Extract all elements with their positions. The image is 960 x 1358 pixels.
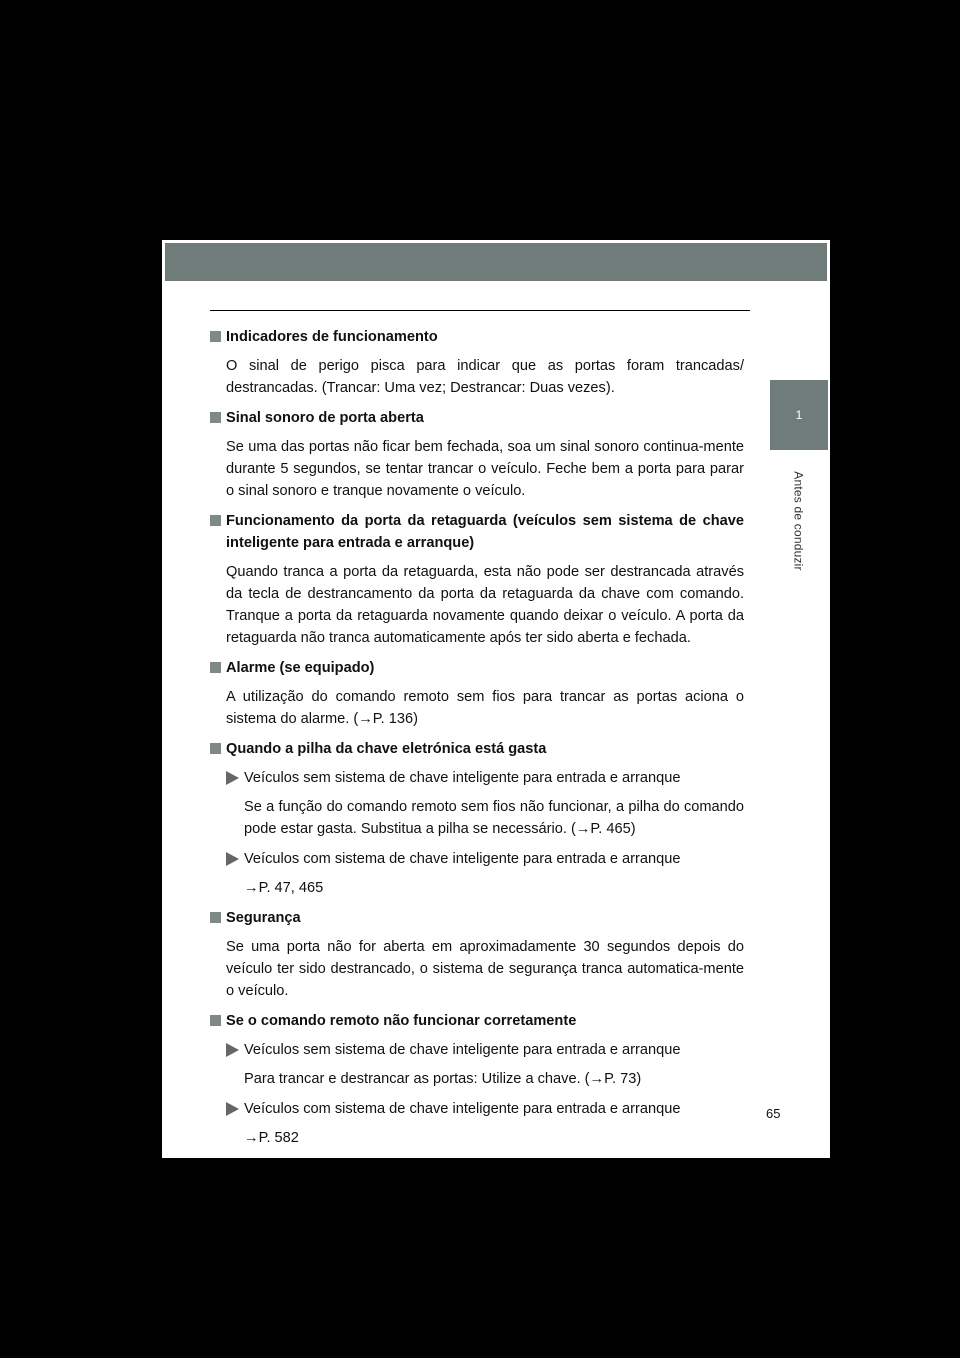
manual-page — [162, 240, 830, 1158]
bullet-item: Veículos sem sistema de chave inteligente para entrada e arranque — [206, 1039, 744, 1061]
chapter-title: Antes de conduzir — [792, 471, 806, 571]
section-text: Se uma porta não for aberta em aproximadamente 30 segundos depois do veículo ter sido destrancado, o sistema de segurança tranca automatica-mente o veículo. — [226, 939, 744, 999]
triangle-bullet-icon — [226, 1102, 239, 1116]
section-heading: Se o comando remoto não funcionar corretamente — [206, 1010, 744, 1032]
bullet-text: Se a função do comando remoto sem fios não funcionar, a pilha do comando pode estar gasta. Substitua a pilha se necessário. (→P. 465) — [244, 799, 744, 837]
section-heading: Indicadores de funcionamento — [206, 326, 744, 348]
section-heading: Sinal sonoro de porta aberta — [206, 407, 744, 429]
bullet-text: Para trancar e destrancar as portas: Utilize a chave. (→P. 73) — [244, 1071, 642, 1087]
header-band — [165, 243, 827, 281]
triangle-bullet-icon — [226, 771, 239, 785]
section-text: O sinal de perigo pisca para indicar que as portas foram trancadas/ destrancadas. (Trancar: Uma vez; Destrancar: Duas vezes). — [226, 358, 744, 396]
section-heading: Funcionamento da porta da retaguarda (veículos sem sistema de chave inteligente para entrada e arranque) — [206, 510, 744, 554]
section-heading: Segurança — [206, 907, 744, 929]
square-bullet-icon — [210, 331, 221, 342]
page-number: 65 — [766, 1106, 781, 1121]
header-rule — [210, 310, 750, 311]
square-bullet-icon — [210, 1015, 221, 1026]
square-bullet-icon — [210, 912, 221, 923]
section-heading: Quando a pilha da chave eletrónica está gasta — [206, 738, 744, 760]
chapter-label — [772, 456, 826, 586]
section-text: Quando tranca a porta da retaguarda, esta não pode ser destrancada através da tecla de destrancamento da porta da retaguarda da chave com comando. Tranque a porta da retaguarda novamente quando deixar o veículo. A porta da retaguarda não tranca automaticamente após ter sido aberta e fechada. — [226, 564, 744, 646]
section-heading: Alarme (se equipado) — [206, 657, 744, 679]
bullet-item: Veículos com sistema de chave inteligente para entrada e arranque — [206, 1098, 744, 1120]
page-content — [206, 326, 744, 1157]
bullet-item: Veículos com sistema de chave inteligente para entrada e arranque — [206, 848, 744, 870]
square-bullet-icon — [210, 515, 221, 526]
section-text: Se uma das portas não ficar bem fechada, soa um sinal sonoro continua-mente durante 5 segundos, se tentar trancar o veículo. Feche bem a porta para parar o sinal sonoro e tranque novamente o veículo. — [226, 439, 744, 499]
square-bullet-icon — [210, 743, 221, 754]
chapter-number: 1 — [795, 408, 803, 422]
square-bullet-icon — [210, 662, 221, 673]
bullet-text[interactable]: →P. 47, 465 — [244, 880, 324, 896]
chapter-tab[interactable] — [770, 380, 828, 450]
triangle-bullet-icon — [226, 1043, 239, 1057]
triangle-bullet-icon — [226, 852, 239, 866]
section-text: A utilização do comando remoto sem fios para trancar as portas aciona o sistema do alarme. (→P. 136) — [226, 689, 744, 727]
square-bullet-icon — [210, 412, 221, 423]
bullet-text[interactable]: →P. 582 — [244, 1130, 299, 1146]
bullet-item: Veículos sem sistema de chave inteligente para entrada e arranque — [206, 767, 744, 789]
